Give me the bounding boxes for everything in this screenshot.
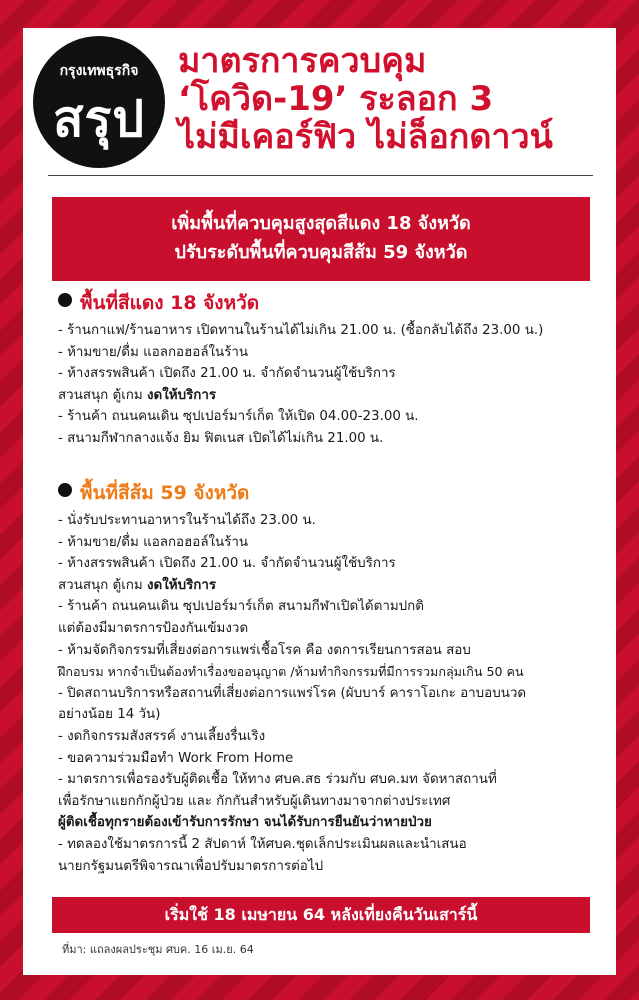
orange-zone-heading <box>58 480 598 506</box>
badge-title: สรุป <box>52 90 146 148</box>
red-zone-items <box>58 320 598 450</box>
orange-zone-items <box>58 510 598 877</box>
start-date-banner: เริ่มใช้ 18 เมษายน 64 หลังเที่ยงคืนวันเสาร์นี้ <box>52 897 590 933</box>
bullet-icon <box>58 293 72 307</box>
red-zone-heading-text: พื้นที่สีแดง 18 จังหวัด <box>80 292 260 314</box>
headline-line-2: ‘โควิด-19’ ระลอก 3 <box>178 79 494 119</box>
list-item: - ร้านค้า ถนนคนเดิน ซุปเปอร์มาร์เก็ต สนามกีฬาเปิดได้ตามปกติ <box>58 599 424 615</box>
list-item: ผู้ติดเชื้อทุกรายต้องเข้ารับการรักษา จนได้รับการยืนยันว่าหายป่วย <box>58 815 432 831</box>
bullet-icon <box>58 483 72 497</box>
list-item: สวนสนุก ตู้เกม งดให้บริการ <box>58 577 217 593</box>
list-item: - ร้านค้า ถนนคนเดิน ซุปเปอร์มาร์เก็ต ให้เปิด 04.00-23.00 น. <box>58 409 419 425</box>
list-item: - ห้ามขาย/ดื่ม แอลกอฮอล์ในร้าน <box>58 534 249 550</box>
red-zone-heading <box>58 290 598 316</box>
headline-line-3: ไม่มีเคอร์ฟิว ไม่ล็อกดาวน์ <box>178 117 553 157</box>
list-item: - ปิดสถานบริการหรือสถานที่เสี่ยงต่อการแพร่โรค (ผับบาร์ คาราโอเกะ อาบอบนวด <box>58 685 527 701</box>
list-item: แต่ต้องมีมาตรการป้องกันเข้มงวด <box>58 620 249 636</box>
list-item: - ทดลองใช้มาตรการนี้ 2 สัปดาห์ ให้ศบค.ชุดเล็กประเมินผลและนำเสนอ <box>58 836 467 852</box>
list-item: - ร้านกาแฟ/ร้านอาหาร เปิดทานในร้านได้ไม่เกิน 21.00 น. (ซื้อกลับได้ถึง 23.00 น.) <box>58 323 544 338</box>
list-item: อย่างน้อย 14 วัน) <box>58 707 161 723</box>
list-item: - ขอความร่วมมือทำ Work From Home <box>58 750 294 766</box>
list-item: นายกรัฐมนตรีพิจารณาเพื่อปรับมาตรการต่อไป <box>58 858 324 874</box>
red-zone-section <box>58 290 598 450</box>
banner-line-1: เพิ่มพื้นที่ควบคุมสูงสุดสีแดง 18 จังหวัด <box>171 213 471 234</box>
headline <box>178 42 588 156</box>
list-item: เพื่อรักษาแยกกักผู้ป่วย และ กักกันสำหรับผู้เดินทางมาจากต่างประเทศ <box>58 793 451 809</box>
list-item: ฝึกอบรม หากจำเป็นต้องทำเรื่องขออนุญาต /ห้ามทำกิจกรรมที่มีการรวมกลุ่มเกิน 50 คน <box>58 664 524 680</box>
list-item: - ห้ามจัดกิจกรรมที่เสี่ยงต่อการแพร่เชื้อโรค คือ งดการเรียนการสอน สอบ <box>58 642 471 658</box>
zone-banner <box>52 197 590 281</box>
list-item: - นั่งรับประทานอาหารในร้านได้ถึง 23.00 น. <box>58 513 316 528</box>
badge-publisher: กรุงเทพธุรกิจ <box>59 63 139 79</box>
list-item: สวนสนุก ตู้เกม งดให้บริการ <box>58 387 217 403</box>
list-item: - มาตรการเพื่อรองรับผู้ติดเชื้อ ให้ทาง ศบค.สธ ร่วมกับ ศบค.มท จัดหาสถานที่ <box>58 772 497 788</box>
summary-badge <box>33 36 165 168</box>
headline-line-1: มาตรการควบคุม <box>178 41 427 81</box>
list-item: - ห้ามขาย/ดื่ม แอลกอฮอล์ในร้าน <box>58 344 249 360</box>
banner-line-2: ปรับระดับพื้นที่ควบคุมสีส้ม 59 จังหวัด <box>174 242 468 263</box>
list-item: - งดกิจกรรมสังสรรค์ งานเลี้ยงรื่นเริง <box>58 728 266 744</box>
divider <box>48 175 593 176</box>
list-item: - ห้างสรรพสินค้า เปิดถึง 21.00 น. จำกัดจำนวนผู้ใช้บริการ <box>58 366 396 382</box>
list-item: - ห้างสรรพสินค้า เปิดถึง 21.00 น. จำกัดจำนวนผู้ใช้บริการ <box>58 556 396 572</box>
source-note: ที่มา: แถลงผลประชุม ศบค. 16 เม.ย. 64 <box>62 943 254 956</box>
orange-zone-heading-text: พื้นที่สีส้ม 59 จังหวัด <box>80 482 250 504</box>
list-item: - สนามกีฬากลางแจ้ง ยิม ฟิตเนส เปิดได้ไม่เกิน 21.00 น. <box>58 430 384 446</box>
orange-zone-section <box>58 480 598 877</box>
